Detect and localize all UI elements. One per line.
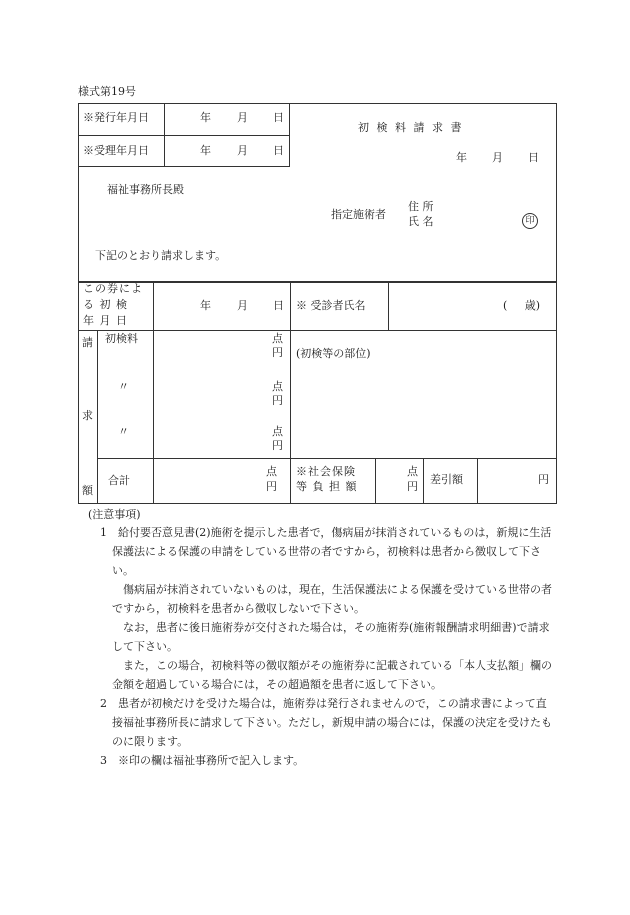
row-en: 円 [272, 439, 283, 452]
insurance-label-1: ※社会保険 [296, 465, 356, 478]
divider [164, 103, 165, 167]
divider [290, 282, 291, 504]
divider [97, 458, 557, 459]
divider [78, 135, 290, 136]
note-item-1: 1 給付要否意見書(2)施術を提示した患者で，傷病届が抹消されているものは，新規に生活保護法による保護の申請をしている世帯の者ですから，初検料は患者から徴収して下さい。 [100, 526, 552, 577]
seal-mark: 印 [522, 213, 538, 229]
ticket-date-label-2: る 初 検 [83, 298, 128, 311]
receipt-date-label: ※受理年月日 [83, 144, 149, 157]
row-ten: 点 [272, 380, 283, 393]
ticket-month: 月 [237, 299, 248, 312]
total-label: 合計 [108, 474, 130, 487]
divider [78, 330, 557, 331]
divider [388, 282, 389, 330]
issue-year: 年 [200, 111, 211, 124]
addressee: 福祉事務所長殿 [107, 183, 184, 196]
row-ten: 点 [272, 332, 283, 345]
row-en: 円 [272, 394, 283, 407]
name-label: 氏 名 [408, 215, 434, 228]
diff-en: 円 [538, 473, 549, 486]
row-label-initial-fee: 初検料 [105, 332, 138, 345]
receipt-year: 年 [200, 144, 211, 157]
ticket-year: 年 [200, 299, 211, 312]
form-title: 初 検 料 請 求 書 [358, 121, 464, 134]
total-ten: 点 [266, 465, 277, 478]
form-number: 様式第19号 [78, 85, 136, 98]
ticket-date-label-1: この券によ [83, 282, 143, 295]
note-item-2: 2 患者が初検だけを受けた場合は，施術券は発行されませんので，この請求書によって直接福祉事務所長に請求して下さい。ただし，新規申請の場合には，保護の決定を受けたものに限ります。 [100, 697, 552, 748]
request-day: 日 [528, 151, 539, 164]
issue-day: 日 [273, 111, 284, 124]
receipt-month: 月 [237, 144, 248, 157]
divider [423, 458, 424, 504]
divider [153, 282, 154, 504]
request-year: 年 [456, 151, 467, 164]
ticket-day: 日 [273, 299, 284, 312]
row-label-ditto: 〃 [118, 380, 129, 393]
divider [375, 458, 376, 504]
ticket-date-label-3: 年 月 日 [83, 314, 128, 327]
claim-char-3: 額 [82, 484, 93, 497]
total-en: 円 [266, 480, 277, 493]
note-item-1b: 傷病届が抹消されていないものは，現在，生活保護法による保護を受けている世帯の者ですから，初検料を患者から徴収しないで下さい。 [112, 583, 552, 615]
diff-label: 差引額 [430, 473, 463, 486]
insurance-ten: 点 [407, 465, 418, 478]
provider-label: 指定施術者 [331, 208, 386, 221]
row-ten: 点 [272, 425, 283, 438]
receipt-day: 日 [273, 144, 284, 157]
age-label: ( 歳) [503, 299, 541, 312]
divider [477, 458, 478, 504]
issue-month: 月 [237, 111, 248, 124]
insurance-en: 円 [407, 480, 418, 493]
note-item-1d: また，この場合，初検料等の徴収額がその施術券に記載されている「本人支払額」欄の金額を超過している場合には，その超過額を患者に返して下さい。 [112, 659, 552, 691]
row-en: 円 [272, 346, 283, 359]
request-text: 下記のとおり請求します。 [95, 249, 227, 262]
claim-char-1: 請 [82, 336, 93, 349]
patient-name-label: ※ 受診者氏名 [296, 299, 366, 312]
issue-date-label: ※発行年月日 [83, 111, 149, 124]
request-month: 月 [492, 151, 503, 164]
row-label-ditto: 〃 [118, 425, 129, 438]
notes-heading: (注意事項) [88, 508, 141, 521]
insurance-label-2: 等 負 担 額 [296, 480, 358, 493]
note-item-1c: なお，患者に後日施術券が交付された場合は，その施術券(施術報酬請求明細書)で請求して下さい。 [112, 621, 550, 653]
claim-char-2: 求 [82, 409, 93, 422]
address-label: 住 所 [408, 200, 434, 213]
divider [97, 330, 98, 504]
note-item-3: 3 ※印の欄は福祉事務所で記入します。 [100, 754, 305, 767]
part-label: (初検等の部位) [296, 347, 371, 360]
